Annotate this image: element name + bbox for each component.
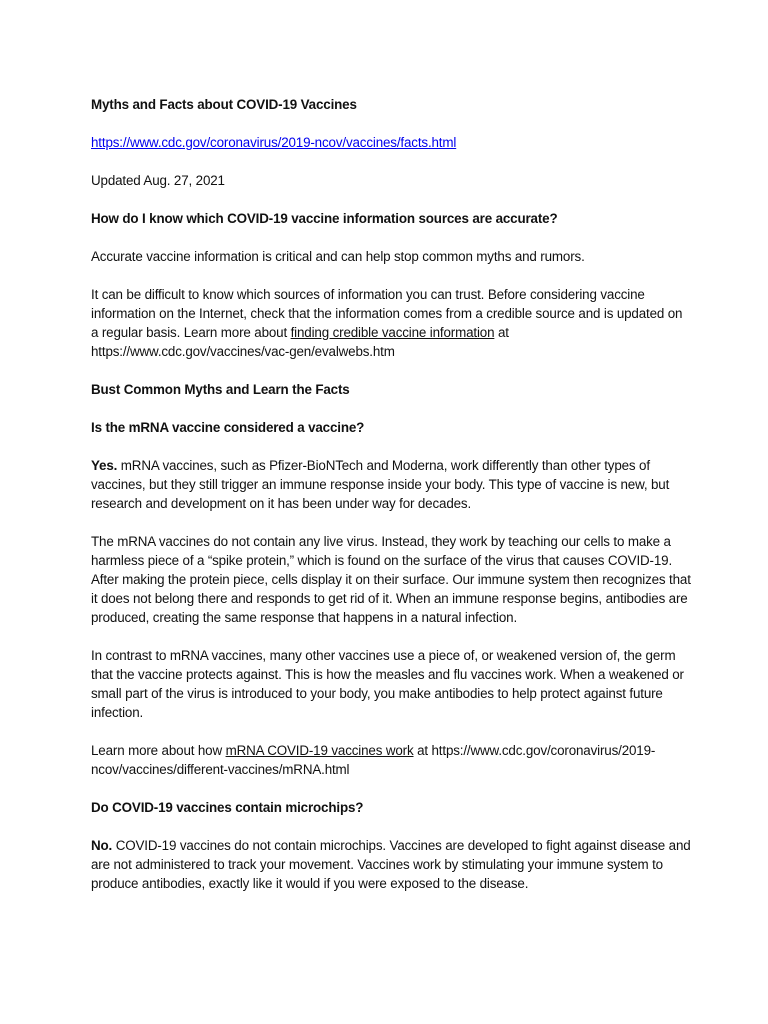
sources-text-after: at https://www.cdc.gov/vaccines/vac-gen/evalwebs.htm — [91, 325, 509, 359]
source-link-paragraph — [91, 133, 691, 152]
microchips-paragraph — [91, 836, 691, 893]
sources-paragraph-2 — [91, 285, 691, 361]
mrna-paragraph-1 — [91, 456, 691, 513]
section-heading: Bust Common Myths and Learn the Facts — [91, 382, 350, 397]
microchips-answer-text: COVID-19 vaccines do not contain microchips. Vaccines are developed to fight against disease and are not administered to track your movement. Vaccines work by stimulating your immune system to produce antibodies, exactly like it would if you were exposed to the disease. — [91, 838, 691, 891]
document-body — [91, 95, 691, 893]
mrna-learn-after: at https://www.cdc.gov/coronavirus/2019-ncov/vaccines/different-vaccines/mRNA.html — [91, 743, 656, 777]
source-link[interactable]: https://www.cdc.gov/coronavirus/2019-ncov/vaccines/facts.html — [91, 135, 457, 150]
credible-info-link[interactable]: finding credible vaccine information — [290, 325, 495, 340]
mrna-paragraph-4 — [91, 741, 691, 779]
microchips-answer-lead: No. — [91, 838, 113, 853]
document-title: Myths and Facts about COVID-19 Vaccines — [91, 97, 357, 112]
mrna-learn-before: Learn more about how — [91, 743, 226, 758]
mrna-paragraph-3: In contrast to mRNA vaccines, many other vaccines use a piece of, or weakened version of, the germ that the vaccine protects against. This is how the measles and flu vaccines work. When a weakened or small part of the virus is introduced to your body, you make antibodies to help protect against future infection. — [91, 648, 684, 720]
mrna-answer-text: mRNA vaccines, such as Pfizer-BioNTech and Moderna, work differently than other types of vaccines, but they still trigger an immune response inside your body. This type of vaccine is new, but research and development on it has been under way for decades. — [91, 458, 670, 511]
mrna-paragraph-2: The mRNA vaccines do not contain any live virus. Instead, they work by teaching our cells to make a harmless piece of a “spike protein,” which is found on the surface of the virus that causes COVID-19. After making the protein piece, cells display it on their surface. Our immune system then recognizes that it does not belong there and responds to get rid of it. When an immune response begins, antibodies are produced, creating the same response that happens in a natural infection. — [91, 534, 691, 625]
sources-paragraph-1: Accurate vaccine information is critical and can help stop common myths and rumors. — [91, 249, 585, 264]
sources-text-before: It can be difficult to know which sources of information you can trust. Before considering vaccine information on the Internet, check that the information comes from a credible source and is updated on a regular basis. Learn more about — [91, 287, 683, 340]
mrna-answer-lead: Yes. — [91, 458, 118, 473]
question-microchips-heading: Do COVID-19 vaccines contain microchips? — [91, 800, 364, 815]
updated-date: Updated Aug. 27, 2021 — [91, 173, 225, 188]
question-sources-heading: How do I know which COVID-19 vaccine information sources are accurate? — [91, 211, 558, 226]
mrna-vaccines-link[interactable]: mRNA COVID-19 vaccines work — [225, 743, 414, 758]
question-mrna-heading: Is the mRNA vaccine considered a vaccine? — [91, 420, 365, 435]
